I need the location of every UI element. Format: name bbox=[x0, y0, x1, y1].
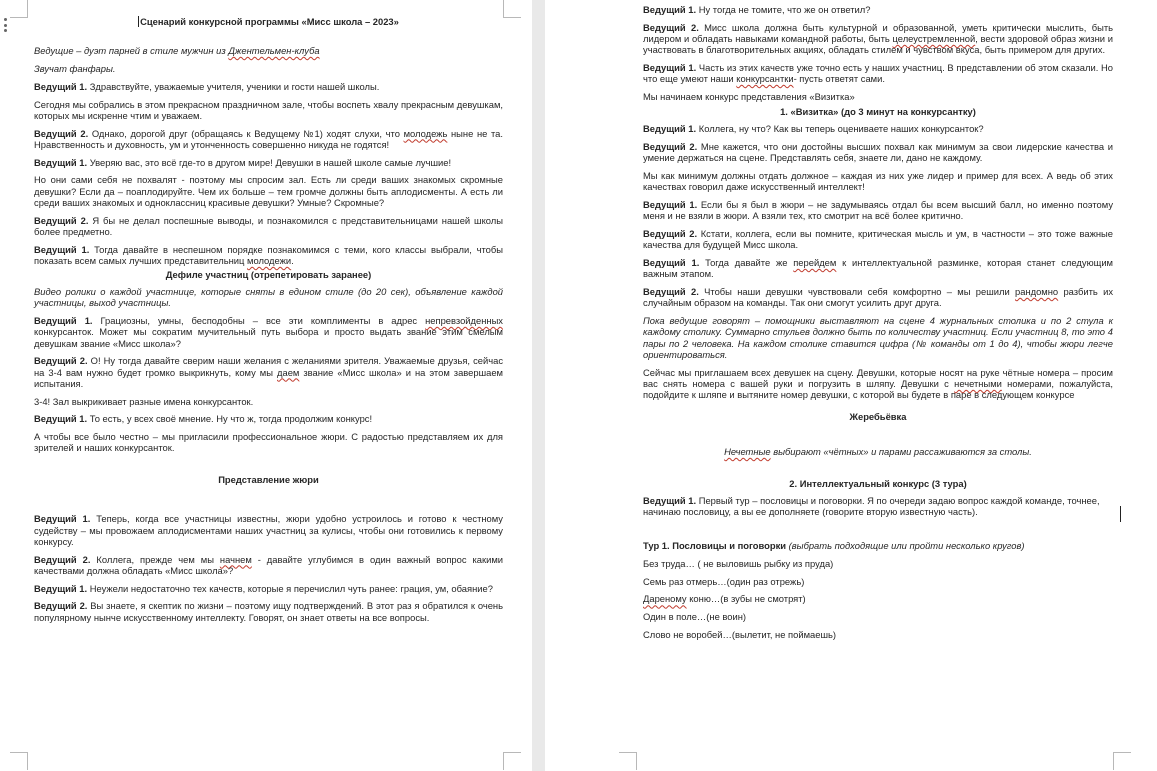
section-heading: Дефиле участниц (отрепетировать заранее) bbox=[165, 269, 372, 280]
section-heading: Представление жюри bbox=[218, 474, 319, 486]
speaker-label: Ведущий 1. bbox=[643, 123, 697, 135]
speaker-label: Ведущий 1. bbox=[34, 156, 88, 168]
page-text[interactable] bbox=[643, 4, 1113, 647]
speaker-label: Ведущий 2. bbox=[34, 553, 91, 565]
paragraph: Ведущий 2. Однако, дорогой друг (обращаясь к Ведущему №1) ходят слухи, что молодежь ныне не та. Нравственность и духовность, ум и утонченность совершенно никуда не годятся! bbox=[34, 127, 503, 150]
stage-direction: Ведущие – дуэт парней в стиле мужчин из Джентельмен-клуба bbox=[34, 45, 320, 57]
page-corner-mark bbox=[503, 0, 521, 18]
paragraph: Ведущий 1. Тогда давайте же перейдем к интеллектуальной разминке, которая станет следующим важным этапом. bbox=[643, 257, 1113, 280]
paragraph: Ведущий 1. То есть, у всех своё мнение. Ну что ж, тогда продолжим конкурс! bbox=[34, 413, 373, 425]
spellcheck-word: нечетными bbox=[954, 377, 1002, 389]
paragraph: Ведущий 2. О! Ну тогда давайте сверим наши желания с желаниями зрителя. Уважаемые друзья, сейчас на 3-4 вам нужно будет громко выкрикнуть, кому мы даем звание «Мисс школа» и на этом завершаем испытания. bbox=[34, 355, 504, 389]
speaker-label: Ведущий 1. bbox=[34, 315, 93, 327]
proverb-item: Дареному коню…(в зубы не смотрят) bbox=[643, 593, 806, 605]
speaker-label: Ведущий 1. bbox=[643, 257, 700, 269]
spellcheck-word: непревзойденных bbox=[425, 315, 503, 327]
paragraph: Ведущий 2. Мне кажется, что они достойны высших похвал как минимум за свои лидерские качества и умение держаться на сцене. Представлять себя, знаете ли, дано не каждому. bbox=[643, 141, 1114, 164]
proverb-item: Один в поле…(не воин) bbox=[643, 611, 747, 623]
page-corner-mark bbox=[1113, 752, 1131, 770]
paragraph: А чтобы все было честно – мы пригласили профессиональное жюри. С радостью представляем их для зрителей и наших конкурсанток. bbox=[34, 431, 503, 454]
paragraph: Ведущий 1. Здравствуйте, уважаемые учителя, ученики и гости нашей школы. bbox=[34, 80, 380, 92]
section-heading: 2. Интеллектуальный конкурс (3 тура) bbox=[789, 477, 967, 489]
paragraph: Ведущий 2. Коллега, прежде чем мы начнем - давайте углубимся в один важный вопрос какими качествами должна обладать «Мисс школа»? bbox=[34, 553, 504, 576]
paragraph: Ведущий 2. Я бы не делал поспешные выводы, и познакомился с представительницами нашей школы более предметно. bbox=[34, 214, 504, 237]
spellcheck-word: молодежь bbox=[403, 127, 448, 139]
paragraph: Ведущий 1. Коллега, ну что? Как вы теперь оцениваете наших конкурсанток? bbox=[643, 123, 984, 135]
page-corner-mark bbox=[10, 0, 28, 18]
spellcheck-word: целеустремленной bbox=[892, 33, 976, 44]
page-text[interactable] bbox=[34, 14, 503, 629]
paragraph: Сейчас мы приглашаем всех девушек на сцену. Девушки, которые носят на руке чётные номера – просим вас снять номера с вашей руки и погрузить в шляпу. Девушки с нечетными номерами, пожалуйста, подойдите к шляпе и вытяните номер девушки, с которой вы будете в паре в следующем конкурсе bbox=[643, 366, 1113, 401]
text-cursor bbox=[1120, 506, 1121, 522]
speaker-label: Ведущий 2. bbox=[34, 127, 89, 139]
page-corner-mark bbox=[10, 752, 28, 770]
round-heading: Тур 1. Пословицы и поговорки (выбрать подходящие или пройти несколько кругов) bbox=[643, 540, 1025, 552]
speaker-label: Ведущий 1. bbox=[34, 513, 91, 525]
proverb-list bbox=[643, 558, 1113, 640]
document-title: Сценарий конкурсной программы «Мисс школа – 2023» bbox=[140, 16, 399, 27]
paragraph: Ведущий 1. Тогда давайте в неспешном порядке познакомимся с теми, кого классы выбрали, чтобы показать всем самых лучших представительниц молодежи. bbox=[34, 243, 503, 266]
paragraph: Ведущий 1. Уверяю вас, это всё где-то в другом мире! Девушки в нашей школе самые лучшие! bbox=[34, 156, 452, 168]
page-corner-mark bbox=[503, 752, 521, 770]
speaker-label: Ведущий 2. bbox=[643, 141, 698, 153]
paragraph: 3-4! Зал выкрикивает разные имена конкурсанток. bbox=[34, 395, 254, 407]
paragraph: Ведущий 1. Ну тогда не томите, что же он ответил? bbox=[643, 4, 871, 15]
speaker-label: Ведущий 1. bbox=[34, 582, 88, 594]
page-corner-mark bbox=[619, 752, 637, 770]
speaker-label: Ведущий 1. bbox=[643, 62, 697, 73]
stage-direction: Видео ролики о каждой участнице, которые сняты в едином стиле (до 20 сек), объявление каждой участницы, выход участницы. bbox=[34, 286, 503, 309]
spellcheck-word: перейдем bbox=[793, 257, 837, 269]
paragraph: Но они сами себя не похвалят - поэтому мы спросим зал. Есть ли среди ваших знакомых скромные девушки? Если да – поаплодируйте. Чем их больше – тем громче должны быть аплодисменты. А есть ли среди ваших знакомых и одноклассниц красивые девушки? Умные? Скромные? bbox=[34, 174, 503, 208]
paragraph: Ведущий 1. Если бы я был в жюри – не задумываясь отдал бы всем высший балл, но именно поэтому меня и не взяли в жюри. А взяли тех, кто смотрит на всё более критично. bbox=[643, 199, 1114, 222]
document-page-left[interactable] bbox=[0, 0, 532, 771]
spellcheck-word: даем bbox=[277, 366, 300, 378]
paragraph: Сегодня мы собрались в этом прекрасном праздничном зале, чтобы воспеть хвалу прекрасным девушкам, которых мы искренне чтим и уважаем. bbox=[34, 98, 503, 121]
speaker-label: Ведущий 1. bbox=[34, 243, 90, 255]
speaker-label: Ведущий 2. bbox=[34, 214, 89, 226]
speaker-label: Ведущий 2. bbox=[643, 21, 699, 33]
speaker-label: Ведущий 1. bbox=[34, 80, 88, 92]
stage-direction: Звучат фанфары. bbox=[34, 63, 116, 74]
spellcheck-word: рандомно bbox=[1015, 286, 1059, 298]
spellcheck-word: конкурсантки bbox=[736, 73, 794, 85]
paragraph: Ведущий 2. Мисс школа должна быть культурной и образованной, уметь критически мыслить, быть лидером и обладать навыками командной работы, быть целеустремленной, вести здоровой образ жизни и участвовать в благотворительных акциях, обладать стилем и чувством вкуса, быть примером для других. bbox=[643, 21, 1113, 56]
spellcheck-word: молодежи bbox=[247, 254, 292, 266]
paragraph: Ведущий 2. Вы знаете, я скептик по жизни – поэтому ищу подтверждений. В этот раз я обратился к очень популярному нынче искусственному интеллекту. Говорят, он знает ответы на все вопросы. bbox=[34, 600, 503, 623]
document-page-right[interactable] bbox=[545, 0, 1157, 771]
speaker-label: Ведущий 1. bbox=[643, 495, 697, 507]
section-heading: Жеребьёвка bbox=[849, 410, 907, 422]
paragraph: Ведущий 2. Чтобы наши девушки чувствовали себя комфортно – мы решили рандомно разбить их случайным образом на команды. Так они смогут усилить друг друга. bbox=[643, 286, 1114, 309]
spellcheck-word: Дареному bbox=[643, 593, 687, 605]
paragraph: Ведущий 2. Кстати, коллега, если вы помните, критическая мысль и ум, в частности – это тоже важные качества для будущей Мисс школа. bbox=[643, 228, 1113, 251]
speaker-label: Ведущий 2. bbox=[643, 228, 698, 240]
paragraph: Ведущий 1. Часть из этих качеств уже точно есть у наших участниц. В представлении об этом сказали. Но что еще умеют наши конкурсантки- пусть ответят сами. bbox=[643, 62, 1113, 85]
proverb-item: Слово не воробей…(вылетит, не поймаешь) bbox=[643, 629, 836, 640]
speaker-label: Ведущий 2. bbox=[643, 286, 699, 298]
spellcheck-word: начнем bbox=[219, 553, 252, 565]
paragraph: Ведущий 1. Первый тур – пословицы и поговорки. Я по очереди задаю вопрос каждой команде, точнее, начинаю пословицу, а вы ее дополняете (говорите вторую известную часть). bbox=[643, 495, 1100, 518]
paragraph: Мы как минимум должны отдать должное – каждая из них уже лидер и пример для всех. А ведь об этих качествах говорил даже искусственный интеллект! bbox=[643, 170, 1113, 193]
spellcheck-word: Нечетные bbox=[724, 446, 771, 458]
spellcheck-word: Джентельмен-клуба bbox=[228, 45, 320, 57]
speaker-label: Ведущий 1. bbox=[34, 413, 88, 425]
speaker-label: Ведущий 2. bbox=[34, 355, 88, 367]
speaker-label: Ведущий 1. bbox=[643, 4, 697, 15]
paragraph: Ведущий 1. Грациозны, умны, бесподобны – все эти комплименты в адрес непревзойденных конкурсанток. Может мы сократим мучительный путь выбора и просто выдать звание этим смелым девушкам звание «Мисс школа»? bbox=[34, 315, 503, 349]
speaker-label: Ведущий 1. bbox=[643, 199, 698, 211]
drag-handle-icon[interactable] bbox=[4, 18, 8, 32]
stage-direction: Пока ведущие говорят – помощники выставляют на сцене 4 журнальных столика и по 2 стула к каждому столику. Суммарно стульев должно быть по количеству участниц. Если участниц 8, то это 4 пары по 2 человека. На каждом столике ставится цифра (№ команды от 1 до 4), чтобы жюри легче ориентироваться. bbox=[643, 315, 1113, 360]
paragraph: Ведущий 1. Неужели недостаточно тех качеств, которые я перечислил чуть ранее: грация, ум, обаяние? bbox=[34, 582, 493, 594]
speaker-label: Ведущий 2. bbox=[34, 600, 88, 612]
paragraph: Ведущий 1. Теперь, когда все участницы известны, жюри удобно устроилось и готово к честному судейству – мы провожаем аплодисментами наших участниц за кулисы, чтобы они готовились к первому конкурсу. bbox=[34, 513, 503, 547]
paragraph: Мы начинаем конкурс представления «Визитка» bbox=[643, 91, 855, 102]
section-heading: 1. «Визитка» (до 3 минут на конкурсантку) bbox=[780, 106, 976, 118]
proverb-item: Семь раз отмерь…(один раз отрежь) bbox=[643, 575, 805, 587]
stage-direction: Нечетные выбирают «чётных» и парами рассаживаются за столы. bbox=[724, 446, 1032, 458]
proverb-item: Без труда… ( не выловишь рыбку из пруда) bbox=[643, 557, 834, 569]
